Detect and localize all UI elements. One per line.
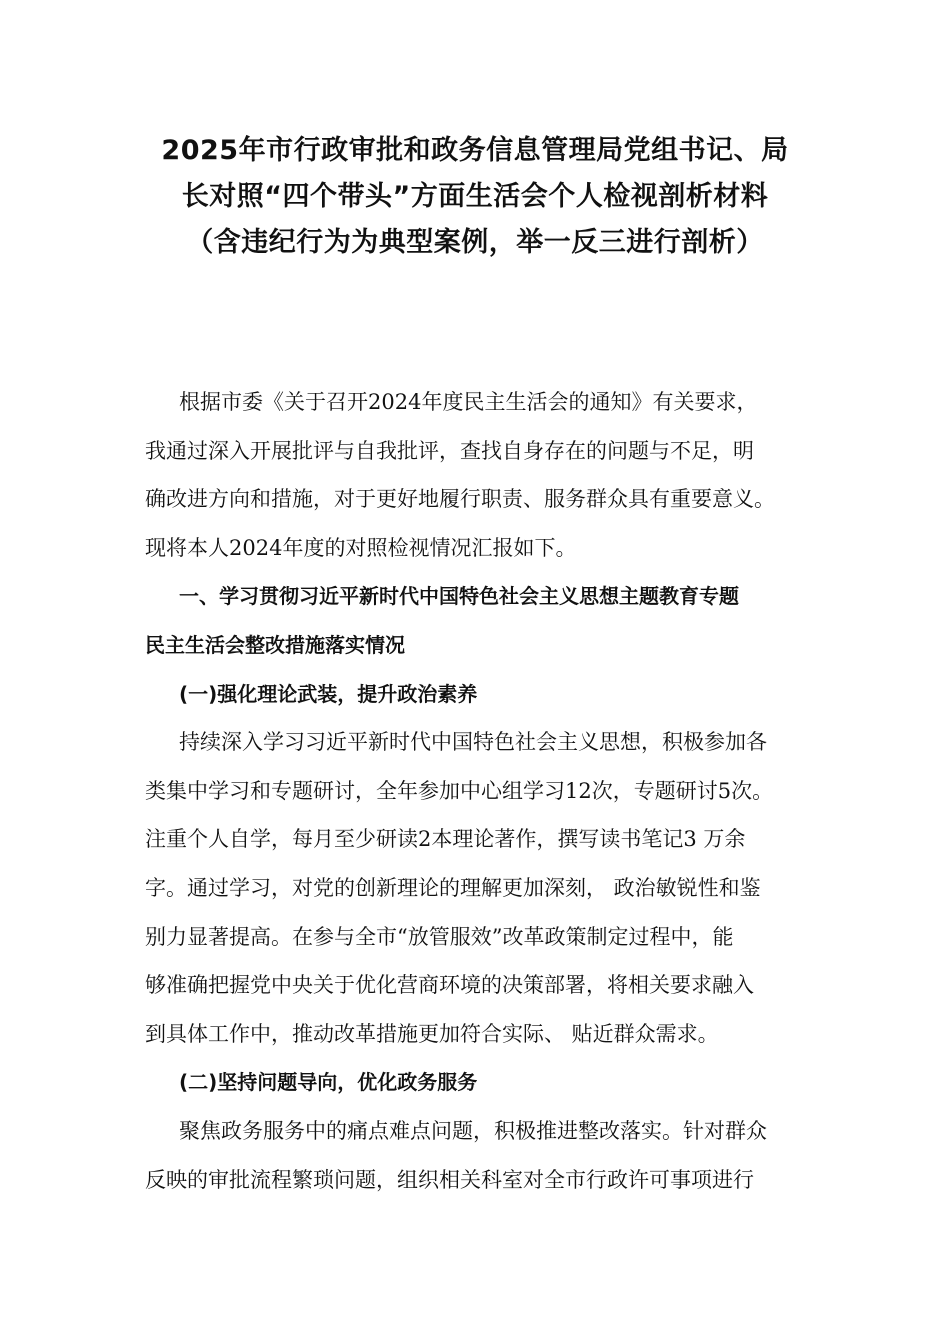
paragraph-line: 别力显著提高。在参与全市“放管服效”改革政策制定过程中，能 [145,924,734,949]
section-heading: 民主生活会整改措施落实情况 [145,632,405,657]
title-line: （含违纪行为为典型案例，举一反三进行剖析） [186,227,764,258]
paragraph-line: 类集中学习和专题研讨，全年参加中心组学习12次，专题研讨5次。 [145,778,774,803]
intro-paragraph-line: 现将本人2024年度的对照检视情况汇报如下。 [145,535,577,560]
paragraph-line: 注重个人自学，每月至少研读2本理论著作，撰写读书笔记3 万余 [145,827,746,852]
paragraph-line: 够准确把握党中央关于优化营商环境的决策部署，将相关要求融入 [145,973,754,998]
paragraph-line: 聚焦政务服务中的痛点难点问题，积极推进整改落实。针对群众 [179,1118,767,1143]
paragraph-line: 反映的审批流程繁琐问题，组织相关科室对全市行政许可事项进行 [145,1167,754,1192]
paragraph-line: 字。通过学习，对党的创新理论的理解更加深刻， 政治敏锐性和鉴 [145,875,761,900]
intro-paragraph-line: 根据市委《关于召开2024年度民主生活会的通知》有关要求， [179,390,758,414]
subsection-heading: (二)坚持问题导向，优化政务服务 [179,1070,478,1095]
title-line: 长对照“四个带头”方面生活会个人检视剖析材料 [181,181,769,212]
document-title [120,128,830,266]
document-body [145,378,825,1204]
intro-paragraph-line: 我通过深入开展批评与自我批评，查找自身存在的问题与不足，明 [145,438,754,463]
subsection-heading: (一)强化理论武装，提升政治素养 [179,681,478,706]
paragraph-line: 持续深入学习习近平新时代中国特色社会主义思想，积极参加各 [179,730,767,755]
paragraph-line: 到具体工作中，推动改革措施更加符合实际、 贴近群众需求。 [145,1021,719,1046]
intro-paragraph-line: 确改进方向和措施，对于更好地履行职责、服务群众具有重要意义。 [145,487,775,512]
title-line: 2025年市行政审批和政务信息管理局党组书记、局 [161,135,789,166]
section-heading: 一、学习贯彻习近平新时代中国特色社会主义思想主题教育专题 [179,584,739,609]
